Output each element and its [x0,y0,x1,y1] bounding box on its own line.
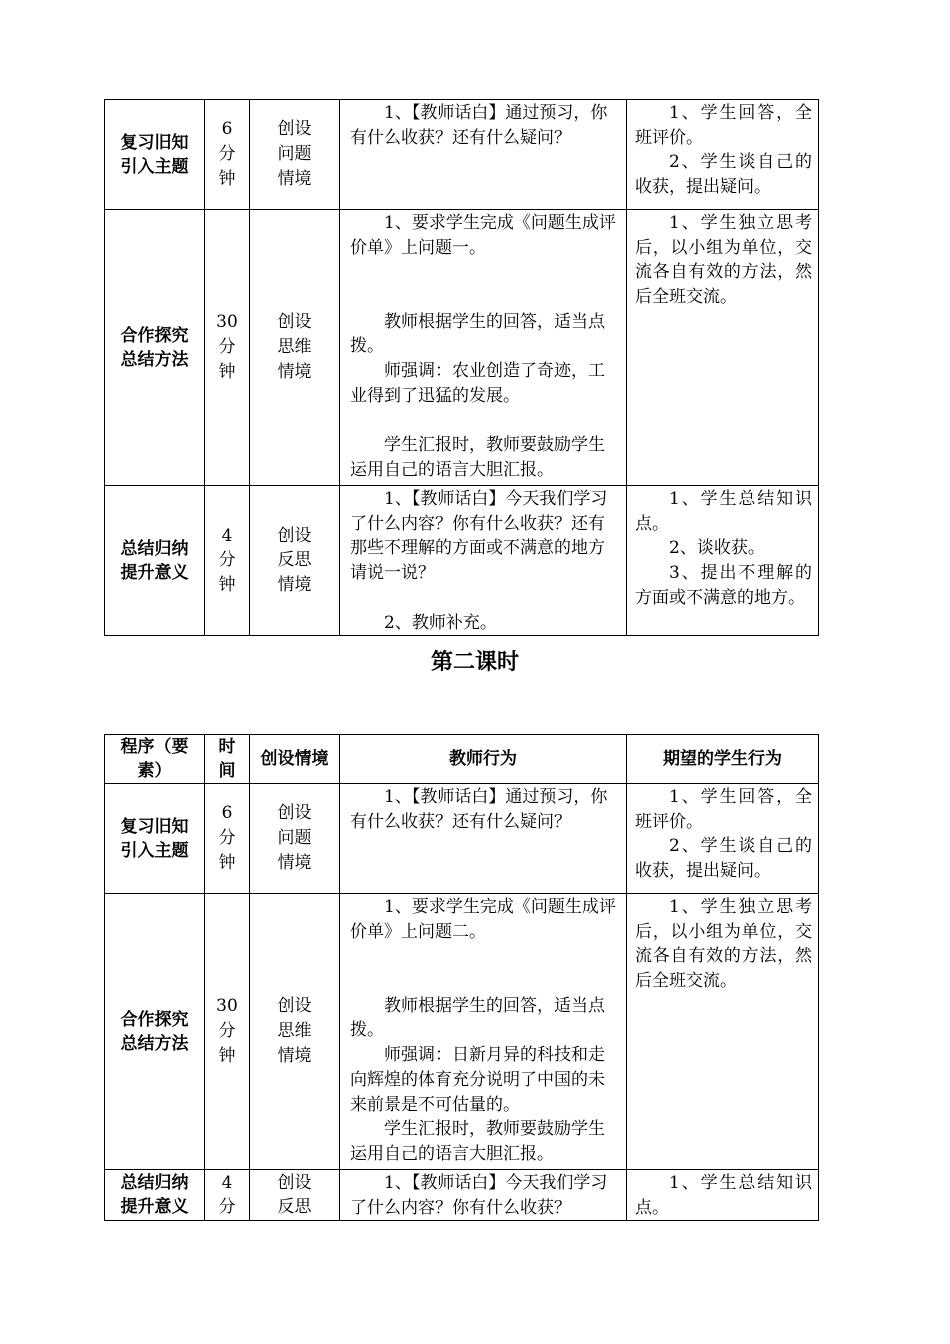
student-behavior-cell-paragraph: 2、学生谈自己的收获，提出疑问。 [635,836,812,882]
teacher-behavior-cell-paragraph: 师强调：日新月异的科技和走向辉煌的体育充分说明了中国的未来前景是不可估量的。 [350,1045,605,1115]
teacher-behavior-cell-paragraph [350,944,618,969]
teacher-behavior-cell-paragraph [350,409,618,434]
student-behavior-cell [627,1170,819,1221]
time-cell [205,210,250,486]
student-behavior-cell-paragraph: 1、学生回答，全班评价。 [635,787,812,832]
situation-cell-line: 问题 [277,144,312,165]
time-cell [205,784,250,894]
lesson-table-period-1 [104,99,819,636]
procedure-cell-line: 提升意义 [120,562,189,583]
teacher-behavior-cell-paragraph [350,969,618,994]
student-behavior-cell-paragraph: 1、学生总结知识点。 [635,1173,812,1218]
header-time: 时间 [205,735,250,784]
procedure-cell [105,1170,205,1221]
procedure-cell [105,894,205,1170]
situation-cell-line: 思维 [277,1021,312,1042]
table-row [105,486,819,636]
time-cell [205,1170,250,1221]
time-cell-line: 分 [218,337,236,358]
time-cell-line: 4 [221,525,233,546]
header-procedure: 程序（要素） [105,735,205,784]
header-student: 期望的学生行为 [627,735,819,784]
situation-cell-line: 创设 [277,1172,312,1193]
situation-cell-line: 反思 [277,550,312,571]
procedure-cell-line: 总结方法 [120,349,189,370]
section-title: 第二课时 [430,650,519,675]
time-cell [205,486,250,636]
time-cell-line: 分 [218,1021,236,1042]
situation-cell [250,894,340,1170]
situation-cell-line: 思维 [277,337,312,358]
table-body [105,100,819,636]
situation-cell-line: 创设 [277,996,312,1017]
time-cell [205,894,250,1170]
teacher-behavior-cell-paragraph: 学生汇报时，教师要鼓励学生运用自己的语言大胆汇报。 [350,435,605,480]
procedure-cell-line: 合作探究 [120,1009,189,1030]
teacher-behavior-cell [340,486,627,636]
table-row [105,784,819,894]
teacher-behavior-cell-paragraph: 1、【教师话白】通过预习，你有什么收获？还有什么疑问？ [350,787,608,832]
teacher-behavior-cell-paragraph [350,285,618,310]
procedure-cell-line: 总结归纳 [120,538,189,559]
procedure-cell [105,210,205,486]
teacher-behavior-cell-paragraph [350,260,618,285]
situation-cell [250,210,340,486]
header-row [105,735,819,784]
procedure-cell-line: 复习旧知 [120,816,189,837]
situation-cell-line: 创设 [277,803,312,824]
header-situation: 创设情境 [250,735,340,784]
situation-cell-line: 问题 [277,828,312,849]
situation-cell-line: 情境 [277,1045,312,1066]
teacher-behavior-cell-paragraph: 教师根据学生的回答，适当点拨。 [350,311,605,357]
time-cell-line: 分 [218,828,236,849]
student-behavior-cell [627,100,819,210]
header-teacher: 教师行为 [340,735,627,784]
teacher-behavior-cell-paragraph: 1、【教师话白】通过预习，你有什么收获？还有什么疑问？ [350,103,608,148]
table-row [105,100,819,210]
situation-cell [250,486,340,636]
situation-cell [250,784,340,894]
table-row [105,1170,819,1221]
time-cell-line: 钟 [218,168,236,189]
procedure-cell-line: 合作探究 [120,325,189,346]
time-cell-line: 钟 [218,852,236,873]
student-behavior-cell-paragraph: 2、学生谈自己的收获，提出疑问。 [635,152,812,198]
teacher-behavior-cell [340,894,627,1170]
student-behavior-cell [627,784,819,894]
situation-cell-line: 情境 [277,168,312,189]
situation-cell [250,100,340,210]
student-behavior-cell [627,486,819,636]
time-cell-line: 分 [218,550,236,571]
student-behavior-cell-paragraph: 1、学生独立思考后，以小组为单位，交流各自有效的方法，然后全班交流。 [635,213,812,308]
student-behavior-cell [627,894,819,1170]
student-behavior-cell-paragraph: 1、学生总结知识点。 [635,489,812,534]
procedure-cell-line: 总结归纳 [120,1173,189,1194]
situation-cell-line: 创设 [277,312,312,333]
teacher-behavior-cell [340,1170,627,1221]
table-row [105,894,819,1170]
teacher-behavior-cell-paragraph: 1、要求学生完成《问题生成评价单》上问题一。 [350,213,616,258]
procedure-cell [105,486,205,636]
time-cell-line: 6 [221,119,233,140]
situation-cell-line: 创设 [277,119,312,140]
situation-cell-line: 情境 [277,852,312,873]
teacher-behavior-cell [340,784,627,894]
procedure-cell [105,100,205,210]
student-behavior-cell-paragraph: 3、提出不理解的方面或不满意的地方。 [635,563,812,608]
student-behavior-cell-paragraph: 1、学生回答，全班评价。 [635,103,812,148]
teacher-behavior-cell-paragraph: 2、教师补充。 [384,612,497,633]
procedure-cell-line: 引入主题 [120,840,189,861]
teacher-behavior-cell-paragraph: 1、【教师话白】今天我们学习了什么内容？你有什么收获？还有那些不理解的方面或不满意的地方请说一说？ [350,489,608,584]
time-cell-line: 钟 [218,361,236,382]
lesson-table-period-2 [104,734,819,1221]
student-behavior-cell [627,210,819,486]
situation-cell-line: 创设 [277,525,312,546]
teacher-behavior-cell-paragraph: 1、要求学生完成《问题生成评价单》上问题二。 [350,897,616,942]
teacher-behavior-cell-paragraph: 1、【教师话白】今天我们学习了什么内容？你有什么收获？ [350,1173,608,1218]
time-cell-line: 分 [218,1197,236,1218]
teacher-behavior-cell [340,210,627,486]
procedure-cell-line: 复习旧知 [120,132,189,153]
time-cell [205,100,250,210]
time-cell-line: 钟 [218,1045,236,1066]
procedure-cell-line: 引入主题 [120,156,189,177]
time-cell-line: 钟 [218,574,236,595]
teacher-behavior-cell [340,100,627,210]
time-cell-line: 4 [221,1172,233,1193]
time-cell-line: 30 [216,312,238,333]
procedure-cell-line: 提升意义 [120,1197,189,1218]
teacher-behavior-cell-paragraph: 教师根据学生的回答，适当点拨。 [350,995,605,1041]
situation-cell [250,1170,340,1221]
situation-cell-line: 反思 [277,1197,312,1218]
time-cell-line: 30 [216,996,238,1017]
student-behavior-cell-paragraph: 2、谈收获。 [669,538,765,559]
teacher-behavior-cell-paragraph: 师强调：农业创造了奇迹，工业得到了迅猛的发展。 [350,361,605,406]
procedure-cell [105,784,205,894]
situation-cell-line: 情境 [277,574,312,595]
table-row [105,210,819,486]
student-behavior-cell-paragraph: 1、学生独立思考后，以小组为单位，交流各自有效的方法，然后全班交流。 [635,897,812,992]
time-cell-line: 6 [221,803,233,824]
time-cell-line: 分 [218,144,236,165]
table-body [105,784,819,1221]
procedure-cell-line: 总结方法 [120,1033,189,1054]
teacher-behavior-cell-paragraph [350,586,618,611]
situation-cell-line: 情境 [277,361,312,382]
teacher-behavior-cell-paragraph: 学生汇报时，教师要鼓励学生运用自己的语言大胆汇报。 [350,1119,605,1164]
